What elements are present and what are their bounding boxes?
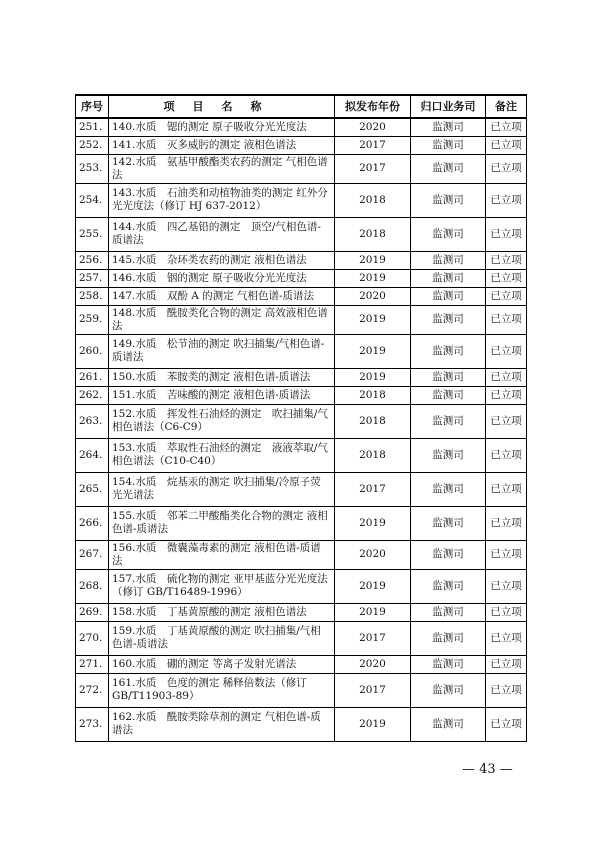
table-header-row (76, 95, 527, 118)
row-dept: 监测司 (411, 707, 486, 741)
row-dept: 监测司 (411, 287, 486, 305)
row-name: 153.水质 萃取性石油烃的测定 液液萃取/气相色谱法（C10-C40） (109, 438, 335, 472)
row-dept: 监测司 (411, 506, 486, 540)
row-year: 2019 (335, 269, 411, 287)
row-year: 2019 (335, 506, 411, 540)
row-number: 258. (76, 287, 109, 305)
row-number: 251. (76, 118, 109, 136)
header-no: 序号 (76, 95, 109, 118)
row-remark: 已立项 (486, 217, 527, 251)
row-year: 2017 (335, 154, 411, 183)
row-remark: 已立项 (486, 569, 527, 603)
row-year: 2019 (335, 707, 411, 741)
row-dept: 监测司 (411, 269, 486, 287)
table-row (76, 368, 527, 386)
table-row (76, 506, 527, 540)
row-year: 2020 (335, 540, 411, 569)
row-dept: 监测司 (411, 438, 486, 472)
row-name: 144.水质 四乙基铅的测定 顶空/气相色谱-质谱法 (109, 217, 335, 251)
row-number: 270. (76, 621, 109, 655)
row-number: 271. (76, 655, 109, 673)
row-remark: 已立项 (486, 603, 527, 621)
row-remark: 已立项 (486, 621, 527, 655)
row-remark: 已立项 (486, 334, 527, 368)
row-name: 159.水质 丁基黄原酸的测定 吹扫捕集/气相色谱-质谱法 (109, 621, 335, 655)
row-number: 254. (76, 183, 109, 217)
standards-table (75, 94, 527, 742)
row-remark: 已立项 (486, 438, 527, 472)
row-year: 2020 (335, 655, 411, 673)
row-year: 2019 (335, 368, 411, 386)
row-dept: 监测司 (411, 154, 486, 183)
table-row (76, 136, 527, 154)
row-number: 260. (76, 334, 109, 368)
table-row (76, 404, 527, 438)
row-name: 150.水质 苯胺类的测定 液相色谱-质谱法 (109, 368, 335, 386)
row-remark: 已立项 (486, 305, 527, 334)
row-remark: 已立项 (486, 472, 527, 506)
row-dept: 监测司 (411, 673, 486, 707)
row-remark: 已立项 (486, 655, 527, 673)
row-number: 252. (76, 136, 109, 154)
header-name: 项目名称 (109, 95, 335, 118)
row-year: 2019 (335, 305, 411, 334)
row-number: 272. (76, 673, 109, 707)
row-number: 269. (76, 603, 109, 621)
row-dept: 监测司 (411, 386, 486, 404)
row-remark: 已立项 (486, 118, 527, 136)
table-row (76, 621, 527, 655)
row-number: 261. (76, 368, 109, 386)
row-dept: 监测司 (411, 569, 486, 603)
row-dept: 监测司 (411, 404, 486, 438)
row-year: 2019 (335, 603, 411, 621)
row-year: 2017 (335, 621, 411, 655)
row-name: 143.水质 石油类和动植物油类的测定 红外分光光度法（修订 HJ 637-2012） (109, 183, 335, 217)
row-number: 266. (76, 506, 109, 540)
row-name: 141.水质 灭多威肟的测定 液相色谱法 (109, 136, 335, 154)
row-remark: 已立项 (486, 251, 527, 269)
row-remark: 已立项 (486, 368, 527, 386)
row-year: 2017 (335, 472, 411, 506)
row-year: 2018 (335, 404, 411, 438)
row-number: 264. (76, 438, 109, 472)
header-remark: 备注 (486, 95, 527, 118)
table-row (76, 540, 527, 569)
header-dept: 归口业务司 (411, 95, 486, 118)
row-name: 160.水质 硼的测定 等离子发射光谱法 (109, 655, 335, 673)
row-remark: 已立项 (486, 386, 527, 404)
row-dept: 监测司 (411, 368, 486, 386)
row-dept: 监测司 (411, 540, 486, 569)
row-year: 2018 (335, 183, 411, 217)
row-dept: 监测司 (411, 183, 486, 217)
table-body (76, 118, 527, 741)
table-row (76, 603, 527, 621)
row-year: 2017 (335, 136, 411, 154)
row-number: 268. (76, 569, 109, 603)
header-year: 拟发布年份 (335, 95, 411, 118)
table-row (76, 707, 527, 741)
row-year: 2018 (335, 438, 411, 472)
row-year: 2020 (335, 287, 411, 305)
table-row (76, 334, 527, 368)
page-number: — 43 — (462, 762, 513, 777)
row-remark: 已立项 (486, 707, 527, 741)
table-row (76, 269, 527, 287)
row-year: 2018 (335, 386, 411, 404)
row-number: 257. (76, 269, 109, 287)
row-dept: 监测司 (411, 472, 486, 506)
row-name: 140.水质 锶的测定 原子吸收分光光度法 (109, 118, 335, 136)
row-dept: 监测司 (411, 621, 486, 655)
row-year: 2018 (335, 217, 411, 251)
row-dept: 监测司 (411, 655, 486, 673)
table-row (76, 472, 527, 506)
row-dept: 监测司 (411, 305, 486, 334)
row-name: 158.水质 丁基黄原酸的测定 液相色谱法 (109, 603, 335, 621)
row-name: 146.水质 铟的测定 原子吸收分光光度法 (109, 269, 335, 287)
row-name: 149.水质 松节油的测定 吹扫捕集/气相色谱-质谱法 (109, 334, 335, 368)
row-name: 156.水质 微囊藻毒素的测定 液相色谱-质谱法 (109, 540, 335, 569)
row-number: 262. (76, 386, 109, 404)
row-dept: 监测司 (411, 217, 486, 251)
row-dept: 监测司 (411, 334, 486, 368)
row-dept: 监测司 (411, 603, 486, 621)
row-dept: 监测司 (411, 136, 486, 154)
row-number: 256. (76, 251, 109, 269)
row-number: 255. (76, 217, 109, 251)
row-year: 2019 (335, 569, 411, 603)
table-row (76, 251, 527, 269)
row-remark: 已立项 (486, 506, 527, 540)
table-row (76, 183, 527, 217)
row-number: 253. (76, 154, 109, 183)
row-dept: 监测司 (411, 251, 486, 269)
row-name: 148.水质 酰胺类化合物的测定 高效液相色谱法 (109, 305, 335, 334)
row-name: 152.水质 挥发性石油烃的测定 吹扫捕集/气相色谱法（C6-C9） (109, 404, 335, 438)
table-row (76, 287, 527, 305)
row-number: 265. (76, 472, 109, 506)
row-remark: 已立项 (486, 540, 527, 569)
table-row (76, 118, 527, 136)
table-row (76, 305, 527, 334)
row-remark: 已立项 (486, 404, 527, 438)
row-name: 147.水质 双酚 A 的测定 气相色谱-质谱法 (109, 287, 335, 305)
row-name: 154.水质 烷基汞的测定 吹扫捕集/冷原子荧光光谱法 (109, 472, 335, 506)
row-remark: 已立项 (486, 287, 527, 305)
table-row (76, 569, 527, 603)
table-row (76, 655, 527, 673)
row-number: 273. (76, 707, 109, 741)
row-number: 259. (76, 305, 109, 334)
table-row (76, 217, 527, 251)
table-row (76, 673, 527, 707)
row-name: 145.水质 杂环类农药的测定 液相色谱法 (109, 251, 335, 269)
row-year: 2019 (335, 334, 411, 368)
row-number: 263. (76, 404, 109, 438)
row-name: 151.水质 苦味酸的测定 液相色谱-质谱法 (109, 386, 335, 404)
row-remark: 已立项 (486, 183, 527, 217)
row-remark: 已立项 (486, 136, 527, 154)
row-remark: 已立项 (486, 154, 527, 183)
row-year: 2017 (335, 673, 411, 707)
table-row (76, 154, 527, 183)
row-name: 157.水质 硫化物的测定 亚甲基蓝分光光度法（修订 GB/T16489-1996） (109, 569, 335, 603)
row-name: 161.水质 色度的测定 稀释倍数法（修订 GB/T11903-89） (109, 673, 335, 707)
row-dept: 监测司 (411, 118, 486, 136)
row-remark: 已立项 (486, 673, 527, 707)
row-name: 155.水质 邻苯二甲酸酯类化合物的测定 液相色谱-质谱法 (109, 506, 335, 540)
row-number: 267. (76, 540, 109, 569)
row-year: 2019 (335, 251, 411, 269)
table-row (76, 386, 527, 404)
table-row (76, 438, 527, 472)
row-remark: 已立项 (486, 269, 527, 287)
row-name: 162.水质 酰胺类除草剂的测定 气相色谱-质谱法 (109, 707, 335, 741)
row-year: 2020 (335, 118, 411, 136)
row-name: 142.水质 氨基甲酸酯类农药的测定 气相色谱法 (109, 154, 335, 183)
